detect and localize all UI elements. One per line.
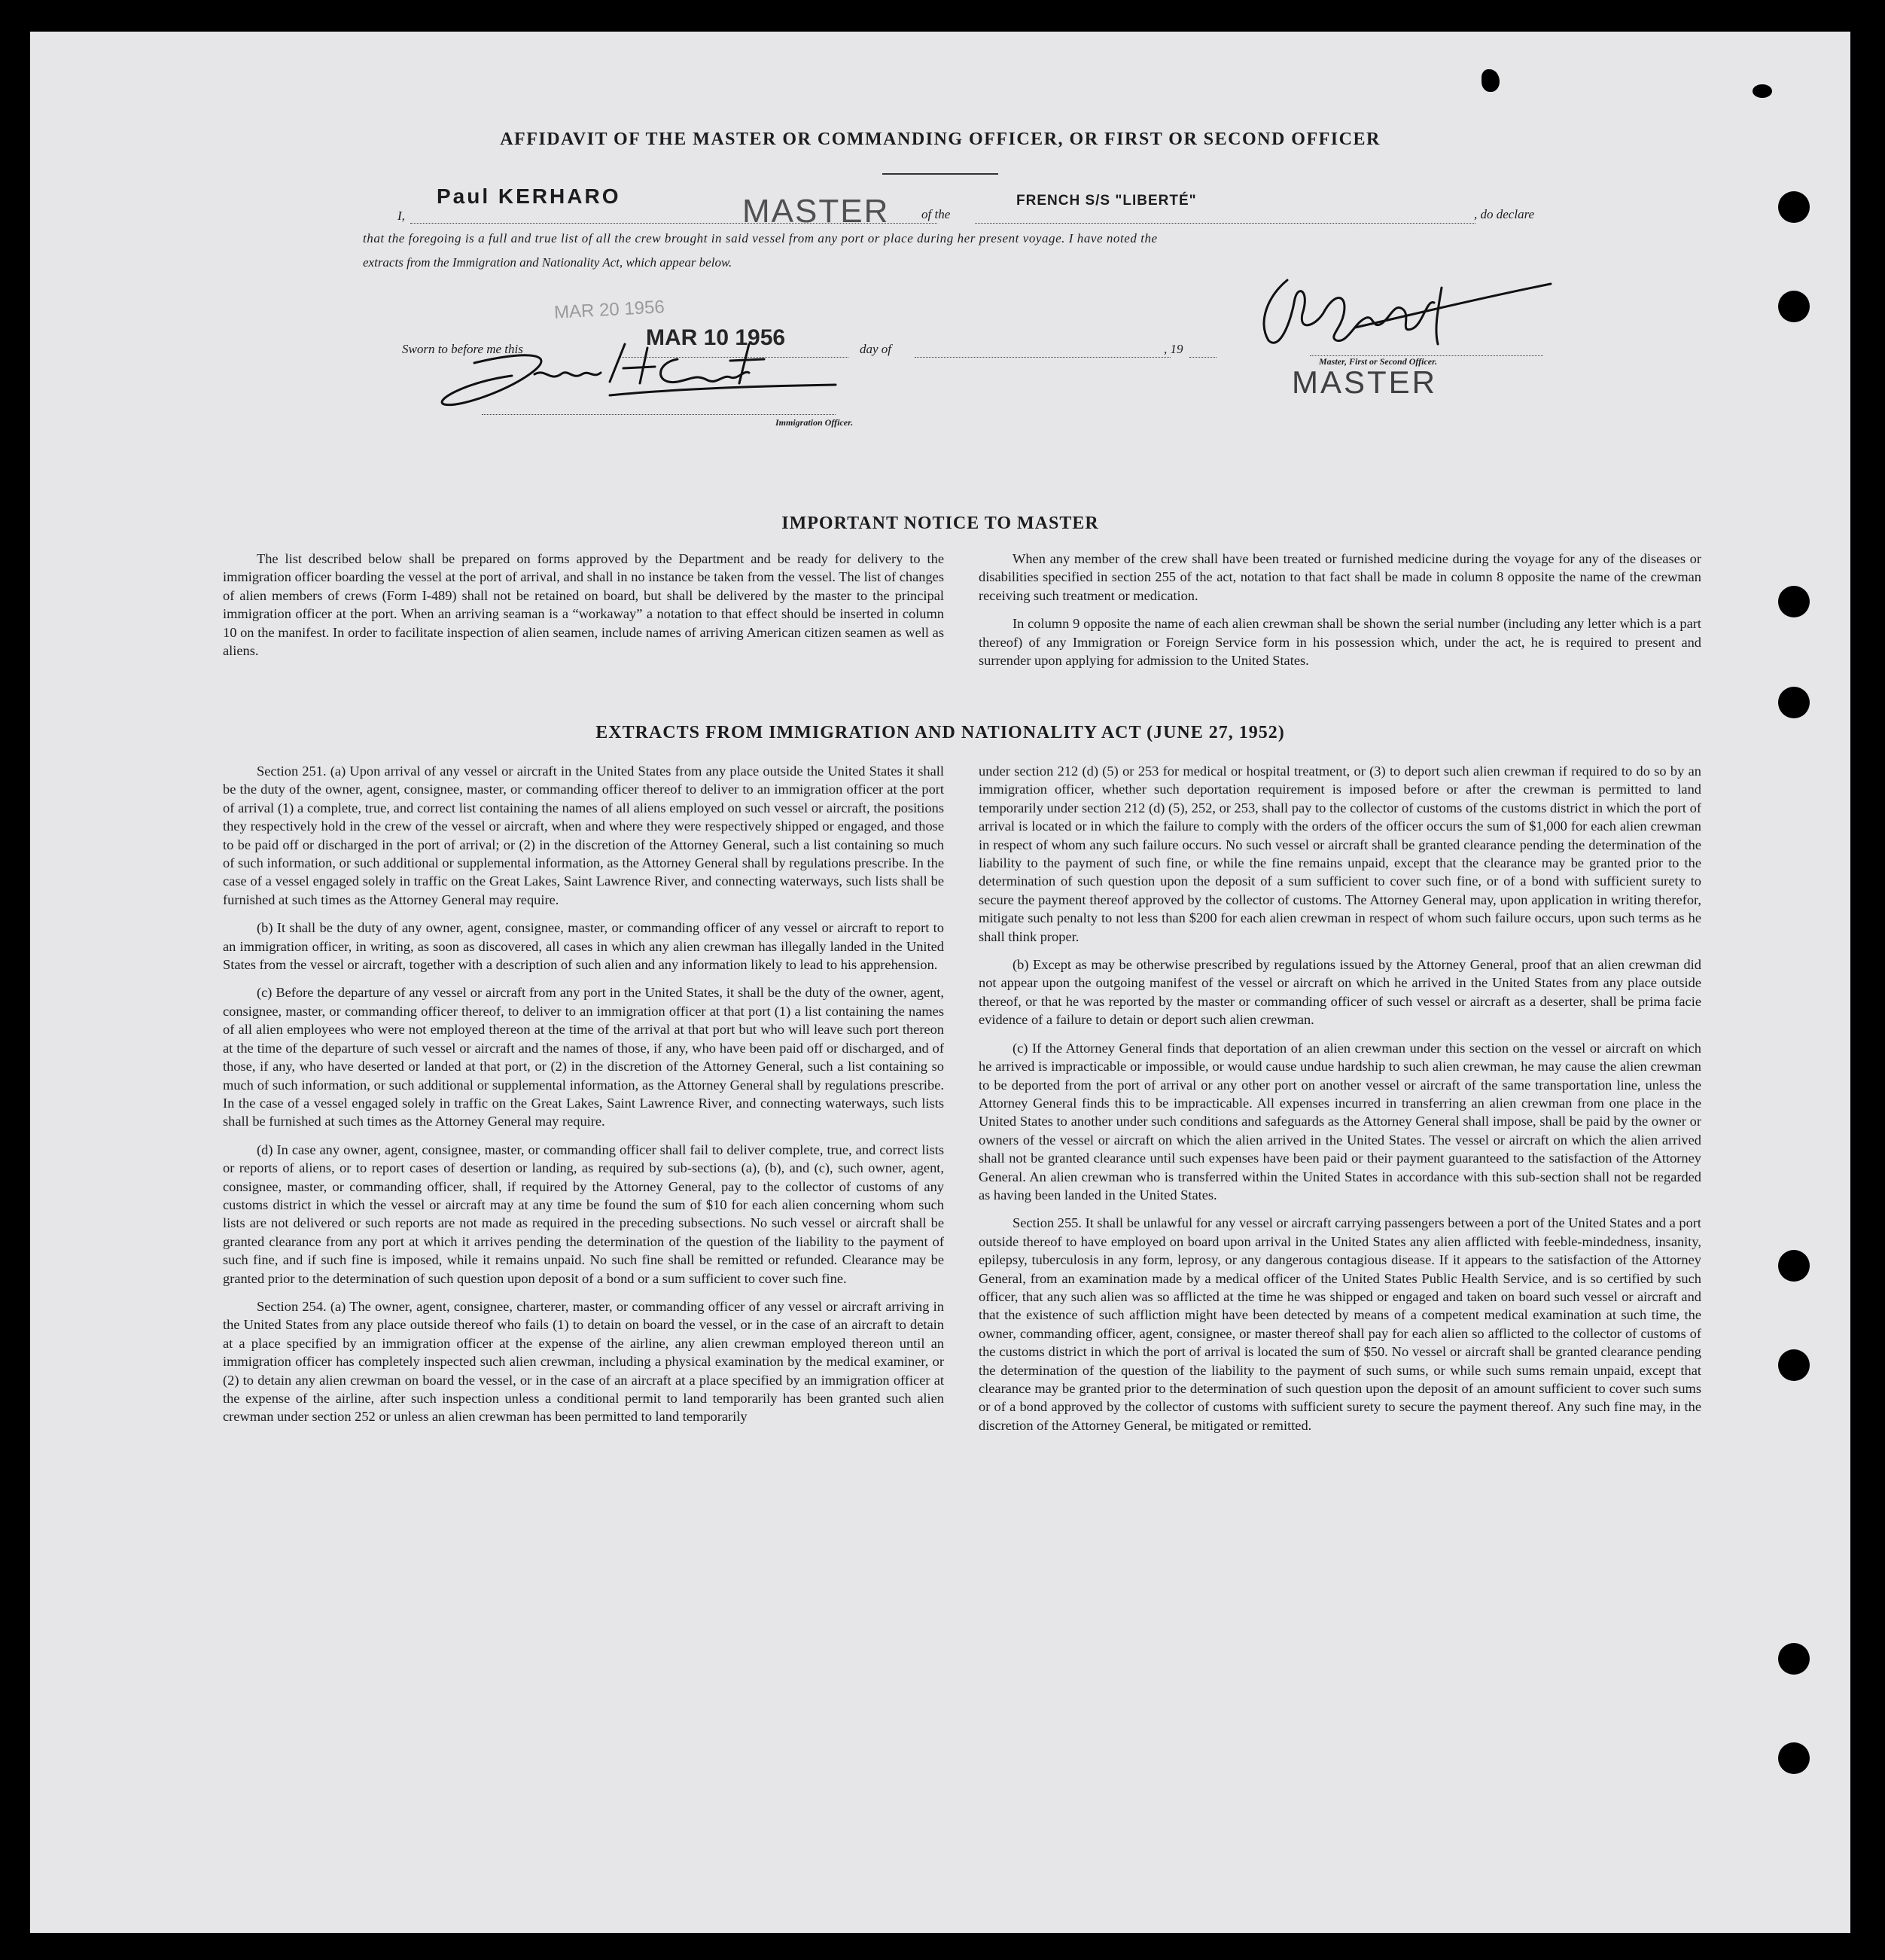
binder-hole — [1778, 191, 1810, 223]
date-stamp: MAR 10 1956 — [646, 325, 786, 350]
extract-paragraph: (b) Except as may be otherwise prescribed by regulations issued by the Attorney General, proof that an alien crewman did not appear upon the outgoing manifest of the vessel or aircraft on which he arrived in the United States from any place outside thereof, or that he was reported by the master or commanding officer of such vessel or aircraft as a deserter, shall be prima facie evidence of a failure to detain or deport such alien crewman. — [979, 957, 1701, 1028]
notice-title: IMPORTANT NOTICE TO MASTER — [781, 514, 1099, 533]
notice-paragraph: In column 9 opposite the name of each alien crewman shall be shown the serial number (including any letter which is a part thereof) of any Immigration or Foreign Service form in his possession which, under the act, he is required to present and surrender upon applying for admission to the United States. — [979, 616, 1701, 669]
vessel-line — [975, 223, 1475, 224]
binder-hole — [1778, 1742, 1810, 1774]
binder-hole — [1778, 1643, 1810, 1675]
affidavit-statement: that the foregoing is a full and true list of all the crew brought in said vessel from any port or place during her present voyage. I have noted the — [363, 231, 1158, 245]
extract-paragraph: (b) It shall be the duty of any owner, agent, consignee, master, or commanding officer of any vessel or aircraft to report to an immigration officer, in writing, as soon as discovered, all cases in which any alien crewman has illegally landed in the United States from the vessel or aircraft, together with a description of such alien and any information likely to lead to his apprehension. — [223, 920, 944, 973]
title-divider — [882, 173, 998, 175]
officer-line — [482, 414, 836, 415]
notice-left-column — [223, 550, 944, 669]
year-label: , 19 — [1164, 342, 1183, 356]
page-title: AFFIDAVIT OF THE MASTER OR COMMANDING OFFICER, OR FIRST OR SECOND OFFICER — [500, 130, 1381, 149]
immigration-officer-signature — [429, 329, 851, 419]
do-declare-label: , do declare — [1474, 207, 1535, 221]
i-label: I, — [397, 209, 405, 223]
binder-hole — [1778, 291, 1810, 322]
extract-paragraph: under section 212 (d) (5) or 253 for medical or hospital treatment, or (3) to deport such alien crewman if required to do so by an immigration officer, whether such deportation requirement is imposed before or after the crewman is permitted to land temporarily under section 212 (d) (5), 252, or 253, shall pay to the collector of customs of the customs district in which the port of arrival is located or in which the failure to comply with the orders of the officer occurs the sum of $1,000 for each alien crewman in respect of whom any such failure occurs. No such vessel or aircraft shall be granted clearance pending the determination of the liability to the payment of such fine, or while the fine remains unpaid, except that the clearance may be granted prior to the determination of such question upon the deposit of a sum sufficient to cover such fine, or of a bond with sufficient surety to secure the payment thereof approved by the collector of customs. The Attorney General may, upon application in writing therefor, mitigate such penalty to not less than $200 for each alien crewman in respect of whom such failure occurs, upon such terms as he shall think proper. — [979, 764, 1701, 944]
extracts-left-column — [223, 762, 944, 1436]
officer-label: Immigration Officer. — [775, 417, 854, 428]
master-signature — [1250, 269, 1566, 359]
date-stamp-faint: MAR 20 1956 — [553, 297, 665, 323]
extracts-title: EXTRACTS FROM IMMIGRATION AND NATIONALITY ACT (JUNE 27, 1952) — [595, 723, 1285, 742]
binder-hole — [1778, 1250, 1810, 1282]
extract-paragraph: (c) Before the departure of any vessel or aircraft from any port in the United States, it shall be the duty of the owner, agent, consignee, master, or commanding officer thereof, to deliver to an immigration officer at that port (1) a list containing the names of all alien employees who were not employed thereon at the time of the arrival at that port but who will leave such port thereon at the time of the departure of such vessel or aircraft and the names of those, if any, who have been paid off or discharged, and of those, if any, who have deserted or landed at that port, or (2) in the discretion of the Attorney General, such a list containing so much of such information, or such additional or supplemental information, as the Attorney General shall by regulations prescribe. In the case of a vessel engaged solely in traffic on the Great Lakes, Saint Lawrence River, and connecting waterways, such lists shall be furnished at such times as the Attorney General may require. — [223, 985, 944, 1129]
notice-paragraph: The list described below shall be prepared on forms approved by the Department and be ready for delivery to the immigration officer boarding the vessel at the port of arrival, and shall in no instance be taken from the vessel. The list of changes of alien members of crews (Form I-489) shall not be retained on board, but shall be delivered by the master to the principal immigration officer at the port. When an arriving seaman is a “workaway” a notation to that effect should be inserted in column 10 on the manifest. In order to facilitate inspection of alien seamen, include names of arriving American citizen seamen as well as aliens. — [223, 551, 944, 659]
month-line — [915, 357, 1171, 358]
affidavit-statement-cont: extracts from the Immigration and Nationality Act, which appear below. — [363, 255, 732, 270]
sworn-label: Sworn to before me this — [402, 342, 523, 356]
rank-stamp: MASTER — [742, 193, 890, 230]
binder-hole — [1778, 586, 1810, 617]
extract-paragraph: Section 254. (a) The owner, agent, consignee, charterer, master, or commanding officer of any vessel or aircraft arriving in the United States from any place outside thereof who fails (1) to detain on board the vessel, or in the case of an aircraft to detain at a place specified by an immigration officer at the expense of the airline, any alien crewman employed thereon until an immigration officer has completely inspected such alien crewman, including a physical examination by the medical examiner, or (2) to detain any alien crewman on board the vessel, or in the case of an aircraft at a place specified by an immigration officer at the expense of the airline, after such inspection unless a conditional permit to land temporarily has been granted such alien crewman under section 252 or unless an alien crewman has been permitted to land temporarily — [223, 1298, 944, 1425]
vessel-name: FRENCH S/S "LIBERTÉ" — [1016, 193, 1197, 209]
year-line — [1189, 357, 1217, 358]
extract-paragraph: (c) If the Attorney General finds that deportation of an alien crewman under this section on the vessel or aircraft on which he arrived is impracticable or impossible, or would cause undue hardship to such alien crewman, he may cause the alien crewman to be deported from the port of arrival or any other port on another vessel or aircraft of the same transportation line, unless the Attorney General finds this to be impracticable. All expenses incurred in transferring an alien crewman from one place in the United States to another under such conditions and safeguards as the Attorney General shall impose, shall be paid by the owner or owners of the vessel or aircraft on which the alien arrived in the United States. The vessel or aircraft on which the alien arrived shall not be granted clearance until such expenses have been paid or their payment guaranteed to the satisfaction of the Attorney General. An alien crewman who is transferred within the United States in accordance with this sub-section shall not be regarded as having been landed in the United States. — [979, 1040, 1701, 1203]
extract-paragraph: (d) In case any owner, agent, consignee, master, or commanding officer shall fail to deliver complete, true, and correct lists or reports of aliens, or to report cases of desertion or landing, as required by sub-sections (a), (b), and (c), such owner, agent, consignee, master, or commanding officer, shall, if required by the Attorney General, pay to the collector of customs of any customs district in which the vessel or aircraft may at any time be found the sum of $10 for each alien concerning whom such lists are not delivered or such reports are not made as required in the preceding subsections. No such vessel or aircraft shall be granted clearance from any port at which it arrives pending the determination of the question of the liability to the payment of such fine, and if such fine is imposed, while it remains unpaid. No such fine shall be remitted or refunded. Clearance may be granted prior to the determination of such question upon deposit of a bond or a sum sufficient to cover such fine. — [223, 1142, 944, 1286]
master-stamp: MASTER — [1292, 364, 1438, 400]
day-of-label: day of — [860, 342, 892, 356]
of-the-label: of the — [921, 207, 951, 221]
extract-paragraph: Section 255. It shall be unlawful for any vessel or aircraft carrying passengers between a port of the United States and a port outside thereof to have employed on board upon arrival in the United States any alien afflicted with feeble-mindedness, insanity, epilepsy, tuberculosis in any form, leprosy, or any dangerous contagious disease. If it appears to the satisfaction of the Attorney General, from an examination made by a medical officer of the United States Public Health Service, and is so certified by such officer, that any such alien was so afflicted at the time he was shipped or engaged and taken on board such vessel or aircraft and that the existence of such affliction might have been detected by means of a competent medical examination at such time, the owner, commanding officer, agent, consignee, or master thereof shall pay for each alien so afflicted to the collector of customs of the customs district in which the port of arrival is located the sum of $50. No vessel or aircraft shall be granted clearance pending the determination of the question of the liability to the payment of such sums, or while such sums remain unpaid, except that clearance may be granted prior to the determination of such question upon the deposit of an amount sufficient to cover such sums or of a bond approved by the collector of customs with sufficient surety to secure the payment thereof. Any such fine may, in the discretion of the Attorney General, be mitigated or remitted. — [979, 1215, 1701, 1433]
master-label: Master, First or Second Officer. — [1319, 356, 1438, 367]
document-page — [30, 32, 1850, 1933]
extracts-right-column — [979, 762, 1701, 1444]
ink-blot — [1753, 84, 1772, 98]
crew-master-name: Paul KERHARO — [437, 184, 621, 208]
ink-blot — [1482, 69, 1500, 92]
binder-hole — [1778, 687, 1810, 718]
binder-hole — [1778, 1349, 1810, 1381]
extract-paragraph: Section 251. (a) Upon arrival of any vessel or aircraft in the United States from any place outside the United States it shall be the duty of the owner, agent, consignee, master, or commanding officer thereof to deliver to an immigration officer at the port of arrival (1) a complete, true, and correct list containing the names of all aliens employed on such vessel or aircraft, the positions they respectively hold in the crew of the vessel or aircraft, when and where they were respectively shipped or engaged, and those to be paid off or discharged in the port of arrival; or (2) in the discretion of the Attorney General, such a list containing so much of such information, or such additional or supplemental information, as the Attorney General shall by regulations prescribe. In the case of a vessel engaged solely in traffic on the Great Lakes, Saint Lawrence River, and connecting waterways, such lists shall be furnished at such times as the Attorney General may require. — [223, 764, 944, 907]
notice-right-column — [979, 550, 1701, 679]
notice-paragraph: When any member of the crew shall have been treated or furnished medicine during the voyage for any of the diseases or disabilities specified in section 255 of the act, notation to that fact shall be made in column 8 opposite the name of the crewman receiving such treatment or medication. — [979, 551, 1701, 603]
